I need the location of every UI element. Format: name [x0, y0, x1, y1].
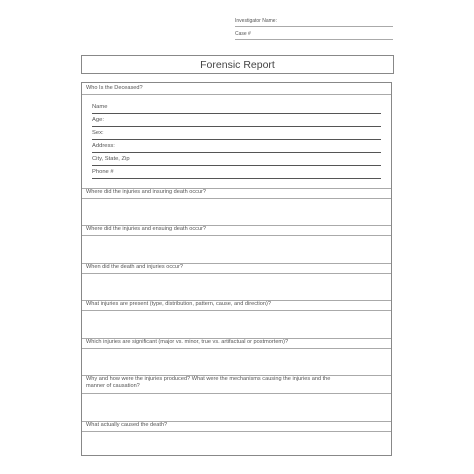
question-5-answer-area[interactable]	[82, 348, 391, 375]
question-4-heading: What injuries are present (type, distribution, pattern, cause, and direction)?	[82, 300, 391, 308]
case-number-label: Case #	[235, 31, 251, 37]
age-field[interactable]: Age:	[92, 117, 381, 127]
question-7-answer-area[interactable]	[82, 431, 391, 456]
address-field[interactable]: Address:	[92, 143, 381, 153]
deceased-heading: Who Is the Deceased?	[86, 85, 143, 91]
report-title-text: Forensic Report	[200, 58, 275, 71]
phone-field[interactable]: Phone #	[92, 169, 381, 179]
question-6-answer-area[interactable]	[82, 393, 391, 421]
case-number-field[interactable]	[235, 31, 393, 40]
sex-field[interactable]: Sex:	[92, 130, 381, 140]
question-5-heading: Which injuries are significant (major vs. minor, true vs. artifactual or postmortem)?	[82, 338, 391, 346]
name-field[interactable]: Name	[92, 104, 381, 114]
question-2-heading: Where did the injuries and ensuing death occur?	[82, 225, 391, 233]
investigator-name-label: Investigator Name:	[235, 18, 277, 24]
question-7-heading: What actually caused the death?	[82, 421, 391, 429]
question-3-answer-area[interactable]	[82, 273, 391, 300]
question-2-answer-area[interactable]	[82, 235, 391, 263]
deceased-section	[82, 94, 391, 191]
report-form	[81, 82, 392, 456]
investigator-name-field[interactable]	[235, 18, 393, 27]
city-state-zip-field[interactable]: City, State, Zip	[92, 156, 381, 166]
report-title	[81, 55, 394, 74]
question-1-answer-area[interactable]	[82, 198, 391, 225]
question-1-heading: Where did the injuries and insuring death occur?	[82, 188, 391, 196]
question-3-heading: When did the death and injuries occur?	[82, 263, 391, 271]
question-6-heading: Why and how were the injuries produced? What were the mechanisms causing the injuries and the manner of causation?	[82, 375, 391, 390]
question-4-answer-area[interactable]	[82, 310, 391, 338]
